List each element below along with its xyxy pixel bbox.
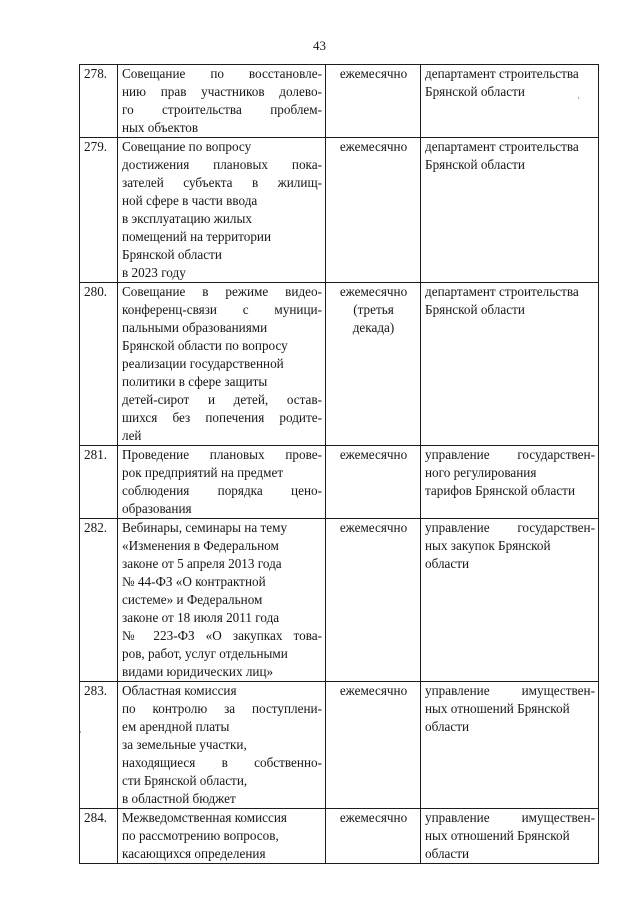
event-line: Проведение плановых прове- — [122, 447, 322, 462]
responsible-line: области — [425, 556, 470, 571]
event-line: политики в сфере защиты — [122, 374, 268, 389]
events-table — [79, 64, 599, 864]
event-cell — [118, 446, 326, 519]
event-line: Брянской области по вопросу — [122, 338, 288, 353]
period-cell — [326, 446, 421, 519]
event-line: го строительства проблем- — [122, 102, 322, 117]
row-number: 280. — [80, 283, 118, 446]
period-line: ежемесячно — [339, 284, 408, 299]
period-cell — [326, 519, 421, 682]
event-line: Вебинары, семинары на тему — [122, 520, 288, 535]
table-row — [80, 809, 599, 864]
period-line: декада) — [352, 320, 395, 335]
row-number: 281. — [80, 446, 118, 519]
period-line: ежемесячно — [339, 447, 408, 462]
event-line: реализации государственной — [122, 356, 284, 371]
period-line: ежемесячно — [339, 520, 408, 535]
event-line: по рассмотрению вопросов, — [122, 828, 279, 843]
event-cell — [118, 65, 326, 138]
event-cell — [118, 138, 326, 283]
period-line: ежемесячно — [339, 139, 408, 154]
event-line: Совещание в режиме видео- — [122, 284, 322, 299]
event-line: видами юридических лиц» — [122, 664, 274, 679]
period-cell — [326, 138, 421, 283]
event-line: лей — [122, 428, 142, 443]
responsible-cell — [421, 283, 599, 446]
event-line: касающихся определения — [122, 846, 266, 861]
event-line: нию прав участников долево- — [122, 84, 322, 99]
responsible-line: ных отношений Брянской — [425, 701, 570, 716]
event-line: за земельные участки, — [122, 737, 247, 752]
period-cell — [326, 283, 421, 446]
event-line: пальными образованиями — [122, 320, 268, 335]
row-number: 278. — [80, 65, 118, 138]
event-line: Областная комиссия — [122, 683, 237, 698]
responsible-line: управление государствен- — [425, 520, 595, 535]
responsible-line: управление имуществен- — [425, 683, 595, 698]
period-line: (третья — [353, 302, 394, 317]
responsible-line: департамент строительства — [425, 139, 579, 154]
event-cell — [118, 682, 326, 809]
row-number: 282. — [80, 519, 118, 682]
event-line: рок предприятий на предмет — [122, 465, 284, 480]
event-line: ной сфере в части ввода — [122, 193, 258, 208]
event-line: ных объектов — [122, 120, 199, 135]
responsible-line: области — [425, 846, 470, 861]
period-line: ежемесячно — [339, 66, 408, 81]
row-number: 279. — [80, 138, 118, 283]
page-number: 43 — [313, 38, 326, 53]
event-line: соблюдения порядка цено- — [122, 483, 322, 498]
table-row — [80, 682, 599, 809]
event-line: ем арендной платы — [122, 719, 230, 734]
event-cell — [118, 283, 326, 446]
event-line: Совещание по вопросу — [122, 139, 252, 154]
event-line: законе от 5 апреля 2013 года — [122, 556, 282, 571]
event-line: «Изменения в Федеральном — [122, 538, 279, 553]
responsible-line: управление имуществен- — [425, 810, 595, 825]
row-number: 283. — [80, 682, 118, 809]
event-line: в областной бюджет — [122, 791, 236, 806]
event-line: № 44-ФЗ «О контрактной — [122, 574, 266, 589]
responsible-cell — [421, 809, 599, 864]
responsible-line: департамент строительства — [425, 66, 579, 81]
events-table-body — [80, 65, 599, 864]
responsible-line: управление государствен- — [425, 447, 595, 462]
event-line: в эксплуатацию жилых — [122, 211, 252, 226]
scan-speck: · — [79, 727, 82, 737]
event-line: Совещание по восстановле- — [122, 66, 322, 81]
event-line: конференц-связи с муници- — [122, 302, 322, 317]
period-cell — [326, 65, 421, 138]
responsible-line: области — [425, 719, 470, 734]
event-line: помещений на территории — [122, 229, 272, 244]
event-line: зателей субъекта в жилищ- — [122, 175, 322, 190]
responsible-cell — [421, 65, 599, 138]
responsible-line: Брянской области — [425, 157, 525, 172]
event-line: сти Брянской области, — [122, 773, 248, 788]
event-line: детей-сирот и детей, остав- — [122, 392, 322, 407]
event-line: законе от 18 июля 2011 года — [122, 610, 280, 625]
event-line: находящиеся в собственно- — [122, 755, 322, 770]
event-line: по контролю за поступлени- — [122, 701, 322, 716]
responsible-cell — [421, 138, 599, 283]
table-row — [80, 446, 599, 519]
period-line: ежемесячно — [339, 810, 408, 825]
responsible-cell — [421, 519, 599, 682]
event-line: образования — [122, 501, 192, 516]
event-cell — [118, 809, 326, 864]
period-cell — [326, 682, 421, 809]
period-line: ежемесячно — [339, 683, 408, 698]
table-row — [80, 138, 599, 283]
event-line: Межведомственная комиссия — [122, 810, 288, 825]
event-line: в 2023 году — [122, 265, 186, 280]
event-line: системе» и Федеральном — [122, 592, 263, 607]
responsible-line: Брянской области — [425, 84, 525, 99]
row-number: 284. — [80, 809, 118, 864]
responsible-line: ных закупок Брянской — [425, 538, 551, 553]
scan-speck: · — [577, 93, 580, 103]
responsible-line: тарифов Брянской области — [425, 483, 576, 498]
responsible-line: Брянской области — [425, 302, 525, 317]
responsible-line: департамент строительства — [425, 284, 579, 299]
period-cell — [326, 809, 421, 864]
event-line: Брянской области — [122, 247, 222, 262]
event-cell — [118, 519, 326, 682]
event-line: № 223-ФЗ «О закупках това- — [122, 628, 322, 643]
event-line: ров, работ, услуг отдельными — [122, 646, 288, 661]
event-line: шихся без попечения родите- — [122, 410, 322, 425]
responsible-line: ных отношений Брянской — [425, 828, 570, 843]
responsible-cell — [421, 446, 599, 519]
event-line: достижения плановых пока- — [122, 157, 322, 172]
table-row — [80, 283, 599, 446]
responsible-cell — [421, 682, 599, 809]
responsible-line: ного регулирования — [425, 465, 537, 480]
table-row — [80, 519, 599, 682]
table-row — [80, 65, 599, 138]
